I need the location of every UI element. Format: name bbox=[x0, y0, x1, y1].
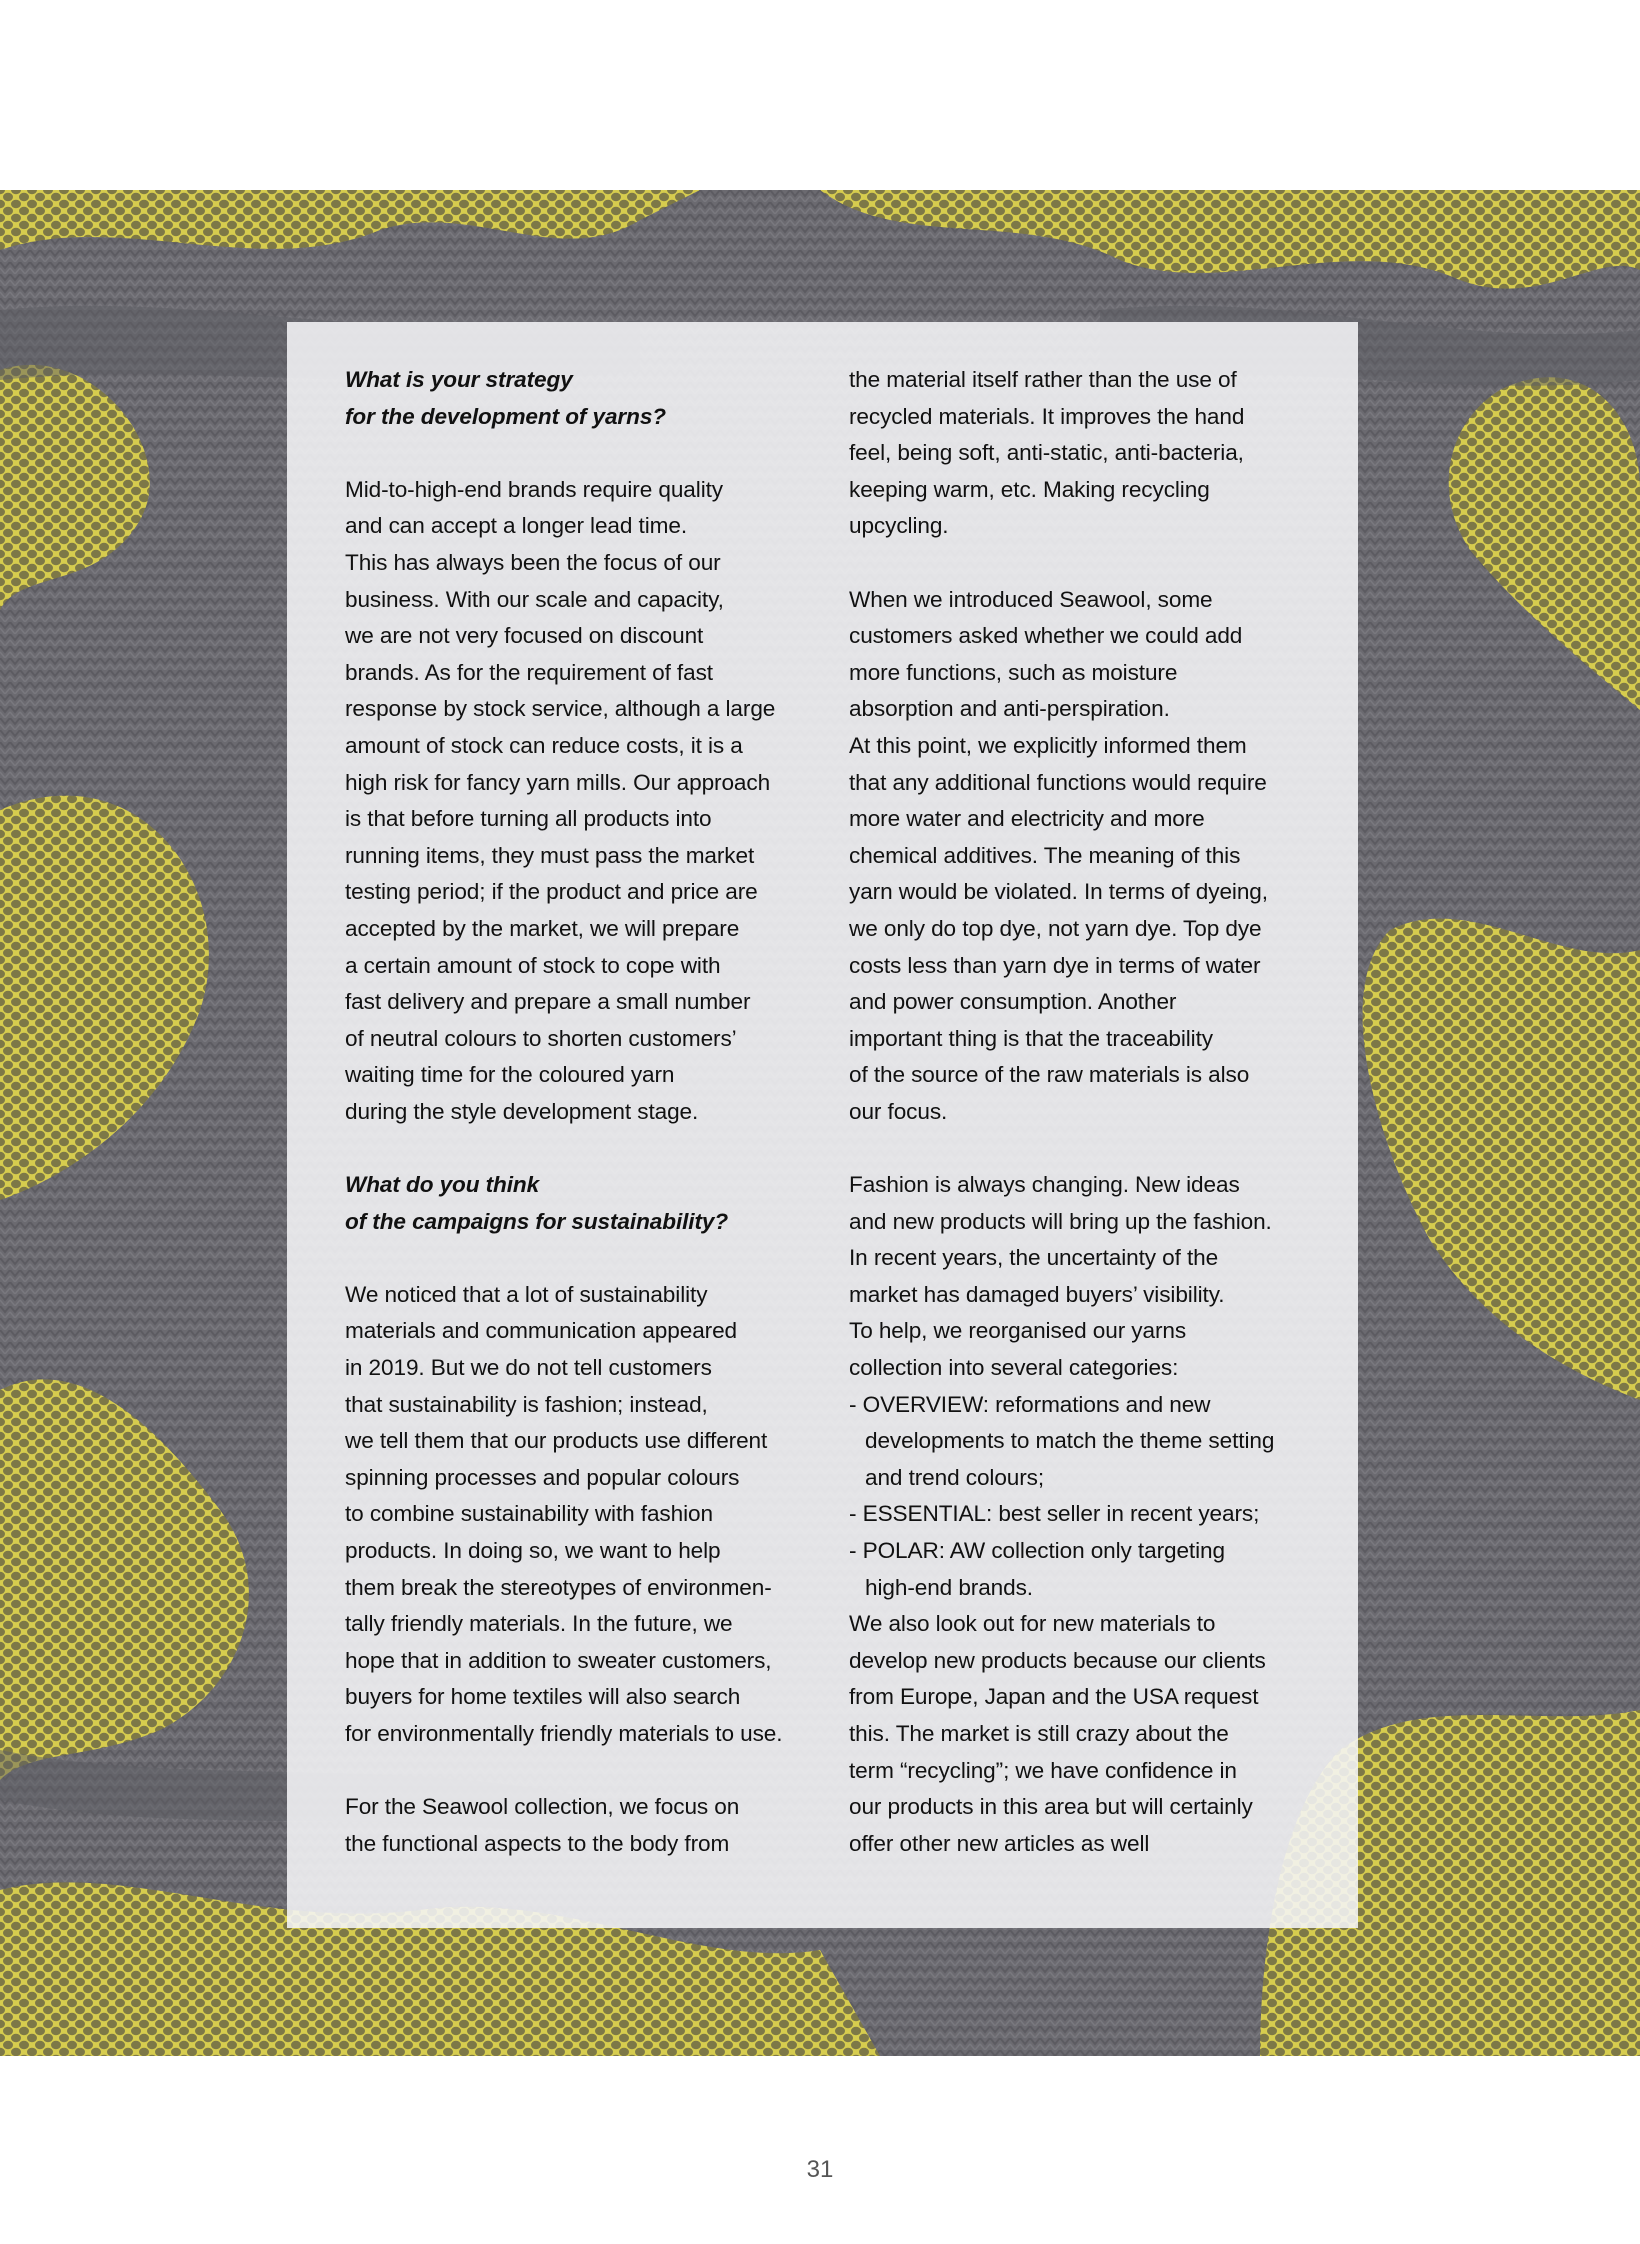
body-text-line: them break the stereotypes of environmen- bbox=[345, 1574, 772, 1600]
body-text-line: this. The market is still crazy about the bbox=[849, 1720, 1229, 1746]
body-text-line: important thing is that the traceability bbox=[849, 1025, 1213, 1051]
body-text-line: and new products will bring up the fashion. bbox=[849, 1208, 1272, 1234]
body-text-line: Mid-to-high-end brands require quality bbox=[345, 476, 723, 502]
body-text-line: yarn would be violated. In terms of dyeing, bbox=[849, 879, 1268, 905]
paragraph-break bbox=[345, 1240, 815, 1277]
list-continuation-line: developments to match the theme setting bbox=[865, 1428, 1275, 1454]
body-text-line: - ESSENTIAL: best seller in recent years; bbox=[849, 1501, 1260, 1527]
question-heading-line: for the development of yarns? bbox=[345, 403, 666, 429]
body-text-line: keeping warm, etc. Making recycling bbox=[849, 476, 1210, 502]
body-text-line: feel, being soft, anti-static, anti-bacteria, bbox=[849, 440, 1244, 466]
question-heading-line: What do you think bbox=[345, 1172, 540, 1198]
body-text-line: for environmentally friendly materials to use. bbox=[345, 1720, 783, 1746]
body-text-line: accepted by the market, we will prepare bbox=[345, 915, 740, 941]
body-text-line: is that before turning all products into bbox=[345, 806, 712, 832]
body-text-line: customers asked whether we could add bbox=[849, 623, 1243, 649]
article-right-column bbox=[849, 362, 1319, 1862]
body-text-line: tally friendly materials. In the future, we bbox=[345, 1611, 733, 1637]
article-text-panel bbox=[287, 322, 1358, 1928]
body-text-line: products. In doing so, we want to help bbox=[345, 1538, 721, 1563]
body-text-line: offer other new articles as well bbox=[849, 1830, 1150, 1856]
body-text-line: response by stock service, although a large bbox=[345, 696, 776, 722]
body-text-line: At this point, we explicitly informed them bbox=[849, 732, 1247, 758]
body-text-line: running items, they must pass the market bbox=[345, 842, 755, 868]
body-text-line: of neutral colours to shorten customers’ bbox=[345, 1025, 737, 1051]
body-text-line: costs less than yarn dye in terms of water bbox=[849, 952, 1261, 978]
body-text-line: we are not very focused on discount bbox=[345, 623, 704, 649]
body-text-line: materials and communication appeared bbox=[345, 1318, 738, 1344]
body-text-line: We noticed that a lot of sustainability bbox=[345, 1281, 708, 1307]
body-text-line: from Europe, Japan and the USA request bbox=[849, 1684, 1259, 1710]
paragraph-break bbox=[849, 1130, 1319, 1167]
body-text-line: Fashion is always changing. New ideas bbox=[849, 1172, 1240, 1198]
body-text-line: spinning processes and popular colours bbox=[345, 1464, 740, 1490]
body-text-line: waiting time for the coloured yarn bbox=[345, 1062, 675, 1088]
paragraph-break bbox=[345, 1130, 815, 1167]
body-text-line: For the Seawool collection, we focus on bbox=[345, 1794, 740, 1820]
body-text-line: absorption and anti-perspiration. bbox=[849, 696, 1170, 722]
body-text-line: - POLAR: AW collection only targeting bbox=[849, 1538, 1225, 1563]
body-text-line: brands. As for the requirement of fast bbox=[345, 659, 713, 685]
body-text-line: more functions, such as moisture bbox=[849, 659, 1178, 685]
paragraph-break bbox=[345, 1753, 815, 1790]
body-text-line: amount of stock can reduce costs, it is a bbox=[345, 732, 743, 758]
body-text-line: buyers for home textiles will also search bbox=[345, 1684, 741, 1710]
body-text-line: high risk for fancy yarn mills. Our approach bbox=[345, 769, 771, 795]
body-text-line: fast delivery and prepare a small number bbox=[345, 989, 751, 1015]
list-continuation-line: and trend colours; bbox=[865, 1464, 1045, 1490]
body-text-line: testing period; if the product and price are bbox=[345, 879, 758, 905]
body-text-line: To help, we reorganised our yarns bbox=[849, 1318, 1187, 1344]
question-heading-line: of the campaigns for sustainability? bbox=[345, 1208, 729, 1234]
body-text-line: and can accept a longer lead time. bbox=[345, 513, 688, 539]
body-text-line: a certain amount of stock to cope with bbox=[345, 952, 721, 978]
body-text-line: that any additional functions would require bbox=[849, 769, 1267, 795]
body-text-line: and power consumption. Another bbox=[849, 989, 1177, 1015]
body-text-line: - OVERVIEW: reformations and new bbox=[849, 1391, 1211, 1417]
body-text-line: during the style development stage. bbox=[345, 1098, 699, 1124]
body-text-line: our products in this area but will certainly bbox=[849, 1794, 1253, 1820]
body-text-line: the material itself rather than the use of bbox=[849, 367, 1237, 392]
article-left-column bbox=[345, 362, 815, 1862]
body-text-line: that sustainability is fashion; instead, bbox=[345, 1391, 708, 1417]
body-text-line: more water and electricity and more bbox=[849, 806, 1205, 832]
paragraph-break bbox=[345, 435, 815, 472]
body-text-line: chemical additives. The meaning of this bbox=[849, 842, 1241, 868]
paragraph-break bbox=[849, 545, 1319, 582]
body-text-line: This has always been the focus of our bbox=[345, 549, 721, 575]
body-text-line: to combine sustainability with fashion bbox=[345, 1501, 713, 1527]
body-text-line: we tell them that our products use different bbox=[345, 1428, 768, 1454]
body-text-line: in 2019. But we do not tell customers bbox=[345, 1355, 712, 1381]
list-continuation-line: high-end brands. bbox=[865, 1574, 1033, 1600]
body-text-line: of the source of the raw materials is also bbox=[849, 1062, 1250, 1088]
body-text-line: our focus. bbox=[849, 1098, 948, 1124]
body-text-line: upcycling. bbox=[849, 513, 949, 539]
body-text-line: business. With our scale and capacity, bbox=[345, 586, 724, 612]
body-text-line: recycled materials. It improves the hand bbox=[849, 403, 1245, 429]
question-heading-line: What is your strategy bbox=[345, 367, 573, 392]
page-number: 31 bbox=[806, 2156, 834, 2183]
body-text-line: the functional aspects to the body from bbox=[345, 1830, 730, 1856]
body-text-line: We also look out for new materials to bbox=[849, 1611, 1216, 1637]
body-text-line: collection into several categories: bbox=[849, 1355, 1179, 1381]
body-text-line: develop new products because our clients bbox=[849, 1647, 1266, 1673]
body-text-line: In recent years, the uncertainty of the bbox=[849, 1245, 1219, 1271]
body-text-line: hope that in addition to sweater customers, bbox=[345, 1647, 772, 1673]
body-text-line: term “recycling”; we have confidence in bbox=[849, 1757, 1237, 1783]
body-text-line: When we introduced Seawool, some bbox=[849, 586, 1213, 612]
body-text-line: we only do top dye, not yarn dye. Top dye bbox=[849, 915, 1262, 941]
body-text-line: market has damaged buyers’ visibility. bbox=[849, 1281, 1225, 1307]
